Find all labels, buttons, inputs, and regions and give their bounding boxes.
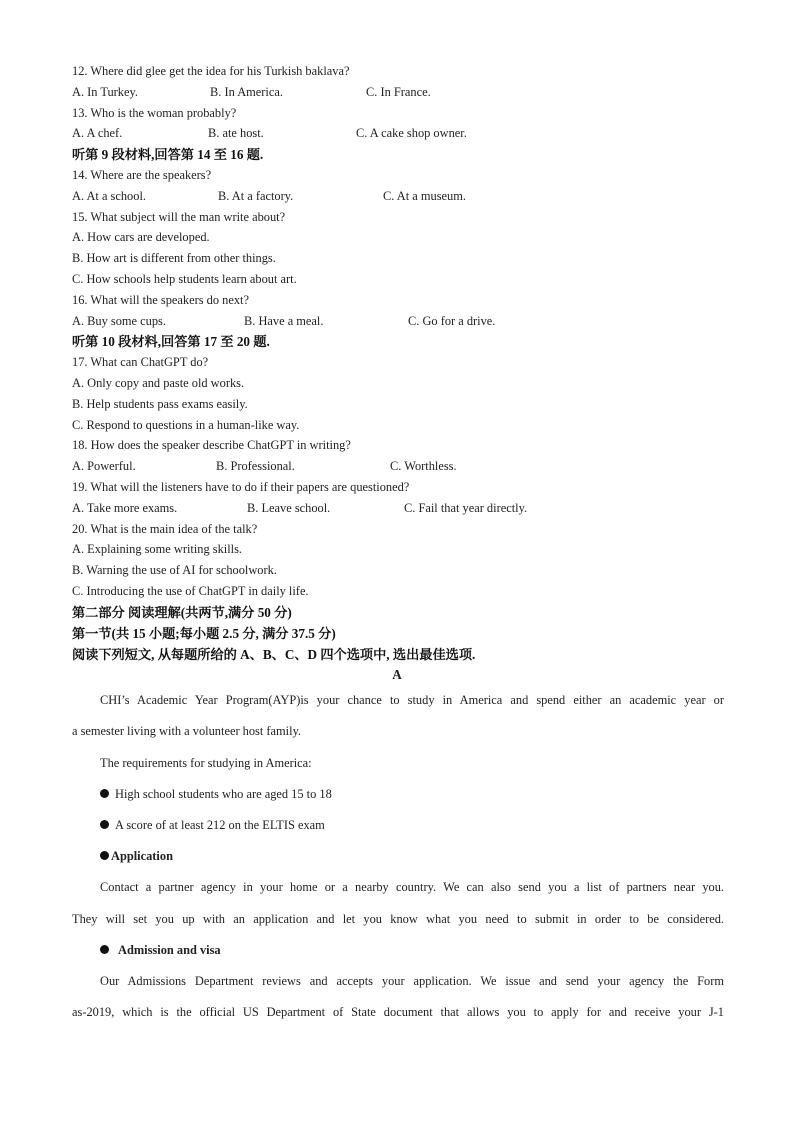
requirements-intro: The requirements for studying in America: [100, 756, 312, 770]
question-17-option-b: B. Help students pass exams easily. [72, 397, 248, 411]
passage-paragraph-1-line-2: a semester living with a volunteer host family. [72, 724, 302, 738]
question-15-stem: 15. What subject will the man write about? [72, 210, 286, 224]
option-a: A. In Turkey. [72, 85, 138, 99]
question-18-stem: 18. How does the speaker describe ChatGPT in writing? [72, 438, 351, 452]
question-20-option-a: A. Explaining some writing skills. [72, 542, 243, 556]
option-c: C. Fail that year directly. [404, 501, 528, 515]
option-c: C. Go for a drive. [408, 314, 496, 328]
question-20-option-c: C. Introducing the use of ChatGPT in daily life. [72, 584, 309, 598]
question-15-option-c: C. How schools help students learn about art. [72, 272, 297, 286]
requirement-text: A score of at least 212 on the ELTIS exam [115, 818, 325, 832]
application-line-1: Contact a partner agency in your home or a nearby country. We can also send you a list of partners near you. [100, 880, 724, 894]
option-c: C. Worthless. [390, 459, 457, 473]
option-b: B. ate host. [208, 126, 264, 140]
question-17-option-c: C. Respond to questions in a human-like way. [72, 418, 300, 432]
admission-line-2: as-2019, which is the official US Department of State document that allows you to apply for and receive your J-1 [72, 1005, 724, 1019]
option-a: A. A chef. [72, 126, 123, 140]
question-20-option-b: B. Warning the use of AI for schoolwork. [72, 563, 277, 577]
application-heading [100, 848, 173, 864]
question-17-option-a: A. Only copy and paste old works. [72, 376, 245, 390]
requirement-text: High school students who are aged 15 to 18 [115, 787, 332, 801]
requirement-item [100, 786, 332, 802]
option-b: B. Professional. [216, 459, 295, 473]
option-a: A. Powerful. [72, 459, 136, 473]
option-b: B. Have a meal. [244, 314, 324, 328]
question-15-option-b: B. How art is different from other things. [72, 251, 276, 265]
passage-paragraph-1-line-1: CHI’s Academic Year Program(AYP)is your chance to study in America and spend either an academic year or [100, 693, 724, 707]
option-b: B. At a factory. [218, 189, 294, 203]
bullet-icon [100, 789, 109, 798]
section-1-heading: 第一节(共 15 小题;每小题 2.5 分, 满分 37.5 分) [72, 626, 336, 641]
bullet-icon [100, 945, 109, 954]
question-17-stem: 17. What can ChatGPT do? [72, 355, 209, 369]
question-12-stem: 12. Where did glee get the idea for his Turkish baklava? [72, 64, 350, 78]
part-2-heading: 第二部分 阅读理解(共两节,满分 50 分) [72, 605, 292, 620]
listening-section-9-heading: 听第 9 段材料,回答第 14 至 16 题. [72, 147, 264, 162]
passage-letter: A [392, 667, 402, 682]
question-20-stem: 20. What is the main idea of the talk? [72, 522, 258, 536]
admission-heading [100, 942, 221, 958]
application-line-2: They will set you up with an application and let you know what you need to submit in order to be considered. [72, 912, 724, 926]
option-c: C. A cake shop owner. [356, 126, 467, 140]
question-14-stem: 14. Where are the speakers? [72, 168, 212, 182]
option-c: C. At a museum. [383, 189, 466, 203]
reading-instruction: 阅读下列短文, 从每题所给的 A、B、C、D 四个选项中, 选出最佳选项. [72, 647, 476, 662]
option-a: A. At a school. [72, 189, 146, 203]
option-c: C. In France. [366, 85, 431, 99]
application-heading-text: Application [111, 849, 173, 863]
requirement-item [100, 817, 325, 833]
bullet-icon [100, 851, 109, 860]
admission-line-1: Our Admissions Department reviews and accepts your application. We issue and send your agency the Form [100, 974, 724, 988]
question-13-stem: 13. Who is the woman probably? [72, 106, 237, 120]
option-b: B. In America. [210, 85, 283, 99]
option-a: A. Buy some cups. [72, 314, 166, 328]
question-16-stem: 16. What will the speakers do next? [72, 293, 249, 307]
option-b: B. Leave school. [247, 501, 331, 515]
bullet-icon [100, 820, 109, 829]
listening-section-10-heading: 听第 10 段材料,回答第 17 至 20 题. [72, 334, 270, 349]
option-a: A. Take more exams. [72, 501, 178, 515]
question-19-stem: 19. What will the listeners have to do if their papers are questioned? [72, 480, 410, 494]
question-15-option-a: A. How cars are developed. [72, 230, 210, 244]
admission-heading-text: Admission and visa [118, 943, 221, 957]
